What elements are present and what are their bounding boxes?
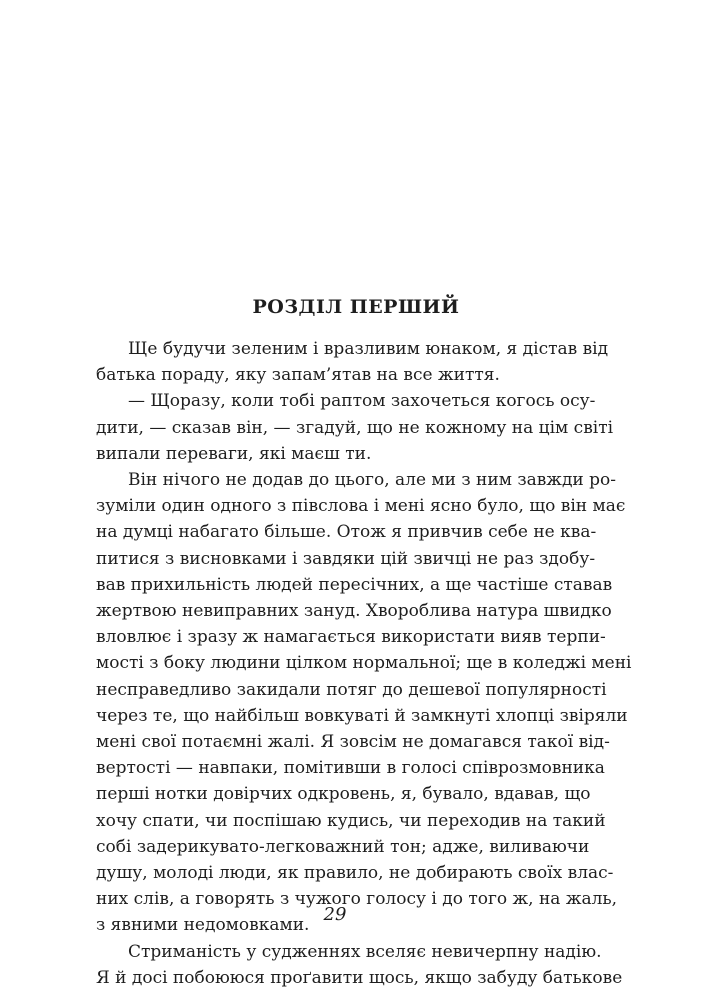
text-line: Він нічого не додав до цього, але ми з ним завжди ро-	[128, 470, 617, 491]
text-line: собі задерикувато-легковажний тон; адже, виливаючи	[96, 836, 590, 857]
text-line: на думці набагато більше. Отож я привчив себе не ква-	[96, 522, 597, 543]
text-line: батька пораду, яку запам’ятав на все життя.	[96, 365, 500, 386]
text-line: Я й досі побоююся проґавити щось, якщо забуду батькове	[96, 967, 623, 988]
text-line: питися з висновками і завдяки цій звичці не раз здобу-	[96, 548, 596, 569]
text-line: Стриманість у судженнях вселяє невичерпну надію.	[128, 941, 602, 962]
text-line: них слів, а говорять з чужого голосу і до того ж, на жаль,	[96, 889, 618, 910]
text-line: Ще будучи зеленим і вразливим юнаком, я дістав від	[128, 339, 609, 359]
text-line: хочу спати, чи поспішаю кудись, чи переходив на такий	[96, 810, 606, 831]
page-number: 29	[323, 904, 347, 925]
text-line: вертості — навпаки, помітивши в голосі співрозмовника	[96, 758, 605, 779]
text-line: — Щоразу, коли тобі раптом захочеться когось осу-	[128, 391, 596, 412]
text-line: душу, молоді люди, як правило, не добирають своїх влас-	[96, 863, 614, 884]
text-line: мені свої потаємні жалі. Я зовсім не домагався такої від-	[96, 732, 610, 753]
text-line: дити, — сказав він, — згадуй, що не кожному на цім світі	[96, 417, 614, 438]
body-text	[96, 336, 632, 991]
text-line: вловлює і зразу ж намагається використати вияв терпи-	[96, 627, 606, 648]
text-line: з явними недомовками.	[96, 915, 310, 936]
text-line: випали переваги, які маєш ти.	[96, 443, 372, 464]
text-line: зуміли один одного з півслова і мені ясно було, що він має	[96, 496, 626, 517]
text-line: вав прихильність людей пересічних, а ще частіше ставав	[96, 574, 613, 595]
text-line: несправедливо закидали потяг до дешевої популярності	[96, 679, 607, 700]
text-line: перші нотки довірчих одкровень, я, бувало, вдавав, що	[96, 784, 591, 805]
text-line: жертвою невиправних зануд. Хвороблива натура швидко	[96, 601, 612, 622]
chapter-title: РОЗДІЛ ПЕРШИЙ	[252, 296, 460, 318]
text-line: мості з боку людини цілком нормальної; ще в коледжі мені	[96, 653, 632, 674]
text-line: через те, що найбільш вовкуваті й замкнуті хлопці звіряли	[96, 705, 628, 726]
